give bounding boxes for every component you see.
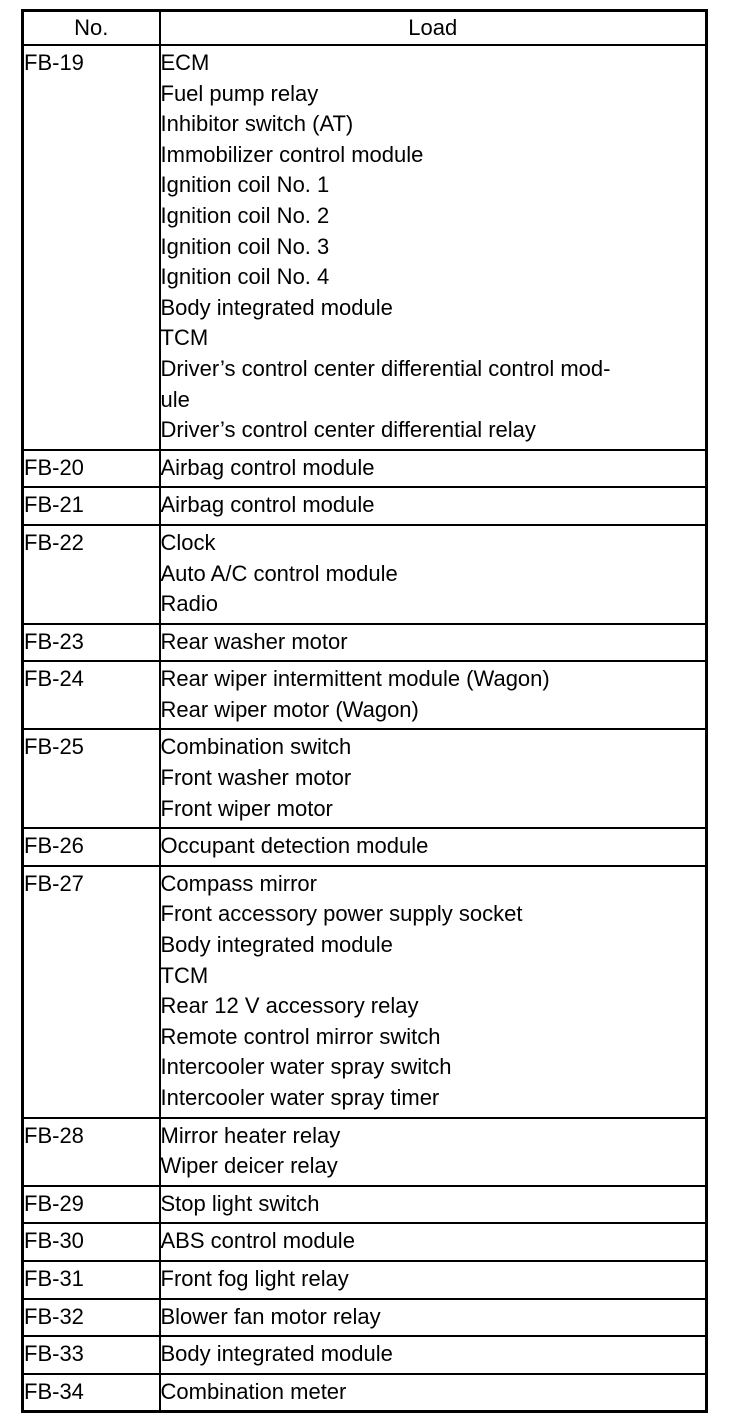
load-list [160, 661, 707, 729]
load-list [160, 1261, 707, 1299]
load-item: Compass mirror [160, 870, 317, 896]
load-list [160, 828, 707, 866]
fuse-number: FB-22 [23, 525, 160, 624]
fuse-number: FB-23 [23, 624, 160, 662]
load-item: Combination switch [160, 734, 352, 760]
table-row [23, 1223, 707, 1261]
load-item: TCM [160, 325, 209, 351]
load-list [160, 1299, 707, 1337]
load-item: Ignition coil No. 3 [160, 233, 330, 259]
table-row [23, 1299, 707, 1337]
load-list [160, 450, 707, 488]
table-row [23, 1186, 707, 1224]
table-row [23, 866, 707, 1118]
load-item: Rear 12 V accessory relay [160, 993, 419, 1019]
load-item: Body integrated module [160, 932, 393, 958]
header-load: Load [160, 11, 707, 46]
load-item: Ignition coil No. 1 [160, 172, 330, 198]
table-row [23, 729, 707, 828]
load-item: Stop light switch [160, 1190, 320, 1216]
table-row [23, 828, 707, 866]
table-row [23, 45, 707, 450]
load-item: Body integrated module [160, 294, 393, 320]
load-item: Fuel pump relay [160, 80, 319, 106]
load-list [160, 1336, 707, 1374]
load-list [160, 1118, 707, 1186]
load-list [160, 45, 707, 450]
load-list [160, 1223, 707, 1261]
load-item: Front washer motor [160, 765, 352, 791]
load-list [160, 729, 707, 828]
load-item: Radio [160, 591, 218, 617]
load-item: Driver’s control center differential control mod- [160, 355, 611, 381]
fuse-number: FB-29 [23, 1186, 160, 1224]
load-item: Occupant detection module [160, 833, 429, 859]
table-row [23, 661, 707, 729]
table-row [23, 525, 707, 624]
fuse-number: FB-26 [23, 828, 160, 866]
load-list [160, 1374, 707, 1412]
load-item: Ignition coil No. 4 [160, 264, 330, 290]
fuse-number: FB-20 [23, 450, 160, 488]
load-item: ABS control module [160, 1228, 355, 1254]
load-item: Intercooler water spray timer [160, 1085, 440, 1110]
table-body [23, 45, 707, 1412]
fuse-number: FB-19 [23, 45, 160, 450]
load-item: Inhibitor switch (AT) [160, 111, 354, 137]
load-item: Ignition coil No. 2 [160, 202, 330, 228]
fuse-load-table [21, 9, 708, 1413]
table-row [23, 1261, 707, 1299]
fuse-number: FB-30 [23, 1223, 160, 1261]
header-no: No. [23, 11, 160, 46]
load-item: Front fog light relay [160, 1265, 349, 1291]
load-item: Rear washer motor [160, 628, 348, 654]
load-item: Rear wiper motor (Wagon) [160, 696, 419, 722]
load-list [160, 866, 707, 1118]
load-item: Immobilizer control module [160, 141, 424, 167]
load-item: Clock [160, 529, 216, 555]
load-item: Front wiper motor [160, 795, 333, 821]
table-row [23, 624, 707, 662]
fuse-number: FB-34 [23, 1374, 160, 1412]
load-item: Airbag control module [160, 492, 375, 518]
load-item: Front accessory power supply socket [160, 901, 523, 927]
fuse-number: FB-27 [23, 866, 160, 1118]
load-item: Intercooler water spray switch [160, 1054, 452, 1080]
load-item: Mirror heater relay [160, 1122, 341, 1148]
table-row [23, 1336, 707, 1374]
load-list [160, 624, 707, 662]
table-row [23, 450, 707, 488]
fuse-number: FB-32 [23, 1299, 160, 1337]
table-row [23, 1118, 707, 1186]
load-item: ECM [160, 50, 210, 75]
load-item: ule [160, 386, 190, 412]
load-list [160, 487, 707, 525]
load-item: TCM [160, 962, 209, 988]
load-item: Body integrated module [160, 1341, 393, 1367]
fuse-number: FB-24 [23, 661, 160, 729]
load-item: Combination meter [160, 1378, 347, 1404]
load-item: Remote control mirror switch [160, 1023, 441, 1049]
fuse-number: FB-21 [23, 487, 160, 525]
load-item: Rear wiper intermittent module (Wagon) [160, 666, 550, 692]
load-item: Wiper deicer relay [160, 1153, 338, 1179]
fuse-number: FB-31 [23, 1261, 160, 1299]
load-list [160, 525, 707, 624]
fuse-number: FB-28 [23, 1118, 160, 1186]
load-item: Auto A/C control module [160, 560, 398, 586]
fuse-number: FB-25 [23, 729, 160, 828]
fuse-number: FB-33 [23, 1336, 160, 1374]
load-list [160, 1186, 707, 1224]
header-row [23, 11, 707, 46]
load-item: Airbag control module [160, 454, 375, 480]
load-item: Blower fan motor relay [160, 1303, 381, 1329]
table-row [23, 487, 707, 525]
load-item: Driver’s control center differential relay [160, 417, 536, 443]
table-row [23, 1374, 707, 1412]
